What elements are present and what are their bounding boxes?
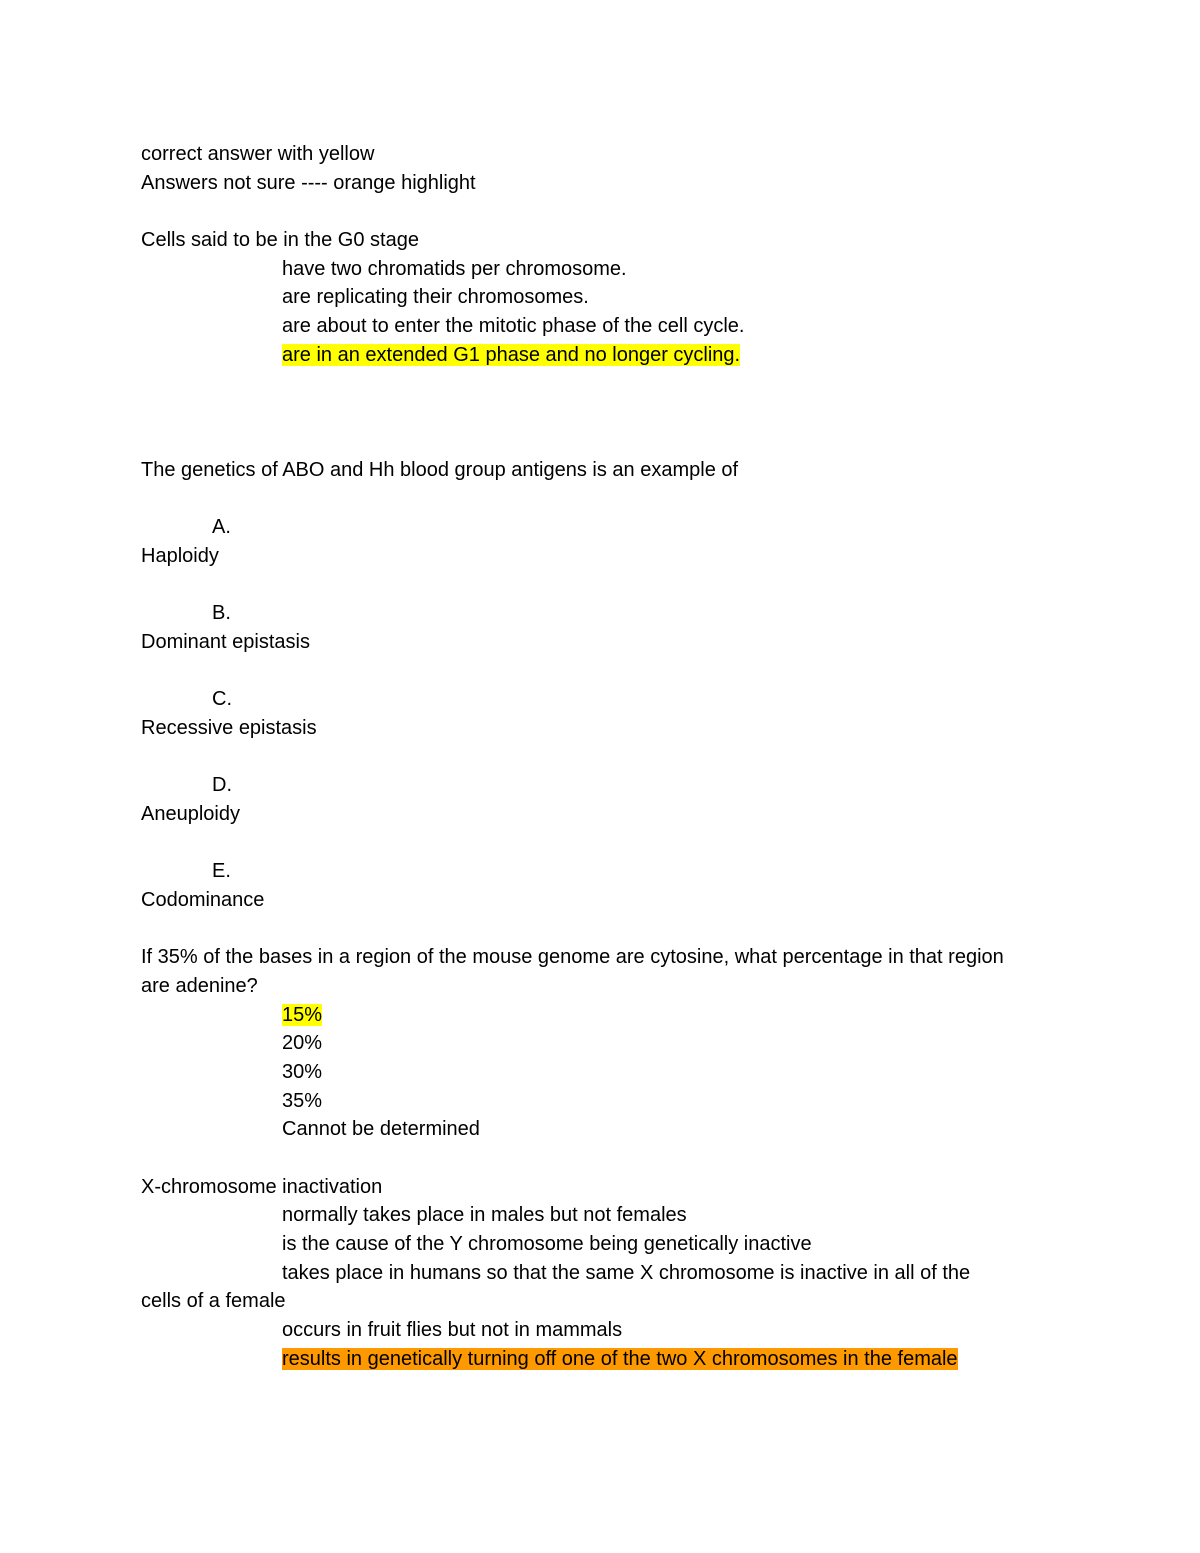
option-letter: E.: [212, 860, 231, 883]
question-3-option: Cannot be determined: [282, 1118, 480, 1141]
option-letter: B.: [212, 601, 231, 624]
option-letter: D.: [212, 774, 232, 797]
question-3-option: 35%: [282, 1089, 323, 1112]
question-1-option-correct: [141, 341, 1041, 370]
question-4-option: takes place in humans so that the same X chromosome is inactive in all of the: [282, 1261, 971, 1284]
question-4-option: normally takes place in males but not females: [282, 1204, 687, 1227]
unsure-highlight: results in genetically turning off one of the two X chromosomes in the female: [282, 1347, 958, 1370]
option-text: Haploidy: [141, 544, 219, 567]
question-4-option-unsure: [141, 1345, 1041, 1374]
question-1-option: have two chromatids per chromosome.: [282, 257, 627, 280]
option-letter: C.: [212, 688, 232, 710]
question-2-text: The genetics of ABO and Hh blood group antigens is an example of: [141, 458, 739, 481]
correct-highlight: are in an extended G1 phase and no longer cycling.: [282, 343, 741, 366]
document-page: [141, 140, 1041, 1374]
question-3-option-correct: [141, 1001, 1041, 1030]
question-3-text: If 35% of the bases in a region of the mouse genome are cytosine, what percentage in that region are adenine?: [141, 946, 1004, 997]
option-text: Dominant epistasis: [141, 630, 310, 653]
question-3-option: 30%: [282, 1060, 323, 1083]
option-text: Recessive epistasis: [141, 716, 317, 739]
question-1-option: are replicating their chromosomes.: [282, 286, 589, 309]
correct-highlight: 15%: [282, 1003, 323, 1026]
question-1-option: are about to enter the mitotic phase of the cell cycle.: [282, 315, 745, 338]
question-4-option-continued: cells of a female: [141, 1290, 286, 1313]
question-4-text: X-chromosome inactivation: [141, 1175, 383, 1198]
option-text: Codominance: [141, 888, 265, 911]
question-1-text: Cells said to be in the G0 stage: [141, 229, 419, 252]
option-letter: A.: [212, 515, 231, 538]
legend-unsure: Answers not sure ---- orange highlight: [141, 171, 476, 194]
legend-correct: correct answer with yellow: [141, 143, 375, 165]
option-text: Aneuploidy: [141, 802, 240, 825]
question-4-option: is the cause of the Y chromosome being genetically inactive: [282, 1233, 812, 1256]
question-3-option: 20%: [282, 1032, 323, 1055]
question-4-option: occurs in fruit flies but not in mammals: [282, 1319, 623, 1342]
